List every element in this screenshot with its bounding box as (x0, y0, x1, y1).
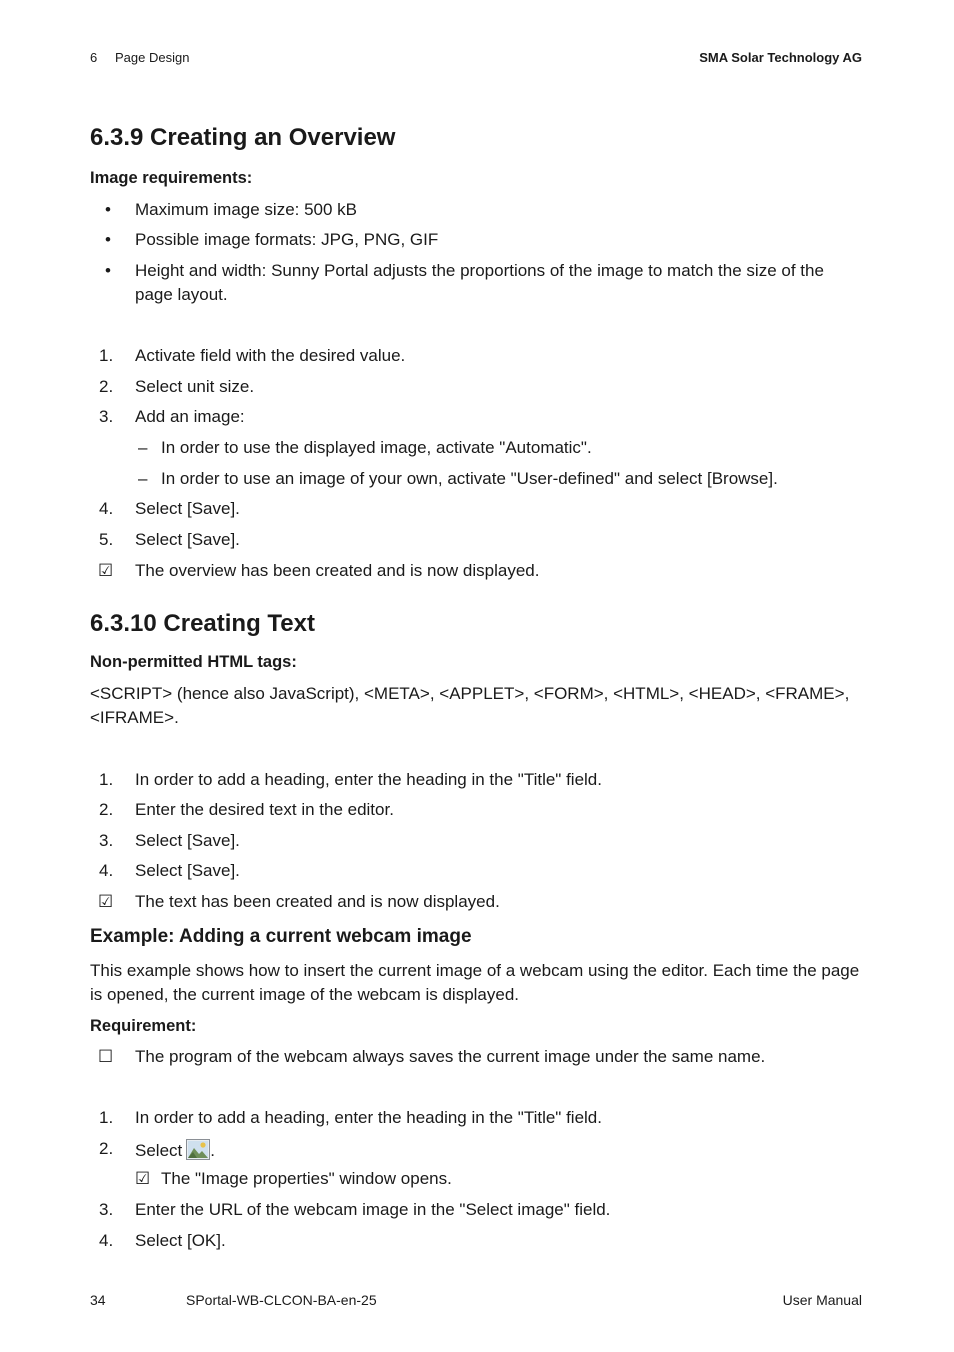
bullet-item: Height and width: Sunny Portal adjusts the proportions of the image to match the size of the (135, 261, 824, 280)
step-number: 3. (99, 1200, 114, 1219)
substep-text: In order to use the displayed image, activate "Automatic". (161, 438, 592, 457)
bullet-marker: • (105, 200, 111, 219)
step-number: 4. (99, 1231, 114, 1250)
bullet-item: Maximum image size: 500 kB (135, 200, 358, 219)
header-section-name: Page Design (115, 50, 190, 65)
checked-box-icon: ☑ (98, 561, 114, 580)
step-number: 1. (99, 770, 114, 789)
checked-box-icon: ☑ (98, 892, 114, 911)
step-number: 3. (99, 407, 114, 426)
step-number: 4. (99, 499, 114, 518)
step-text: In order to add a heading, enter the heading in the "Title" field. (135, 770, 602, 789)
insert-image-icon (186, 1139, 210, 1160)
bullet-item-continuation: page layout. (135, 285, 228, 304)
step-text: Select [Save]. (135, 861, 240, 880)
step-number: 1. (99, 1108, 114, 1127)
unchecked-box-icon: ☐ (98, 1047, 114, 1066)
step-number: 4. (99, 861, 114, 880)
step-text: Select [Save]. (135, 530, 240, 549)
step-text: Add an image: (135, 407, 245, 426)
header-company: SMA Solar Technology AG (699, 50, 862, 65)
html-tags-text-continuation: <IFRAME>. (90, 708, 179, 727)
step-text: Select [Save]. (135, 831, 240, 850)
step-text-select-image (135, 1139, 215, 1161)
step-number: 2. (99, 377, 114, 396)
bullet-marker: • (105, 261, 111, 280)
step-number: 3. (99, 831, 114, 850)
checked-box-icon: ☑ (135, 1169, 151, 1188)
step-text: Select [OK]. (135, 1231, 226, 1250)
footer-document-id: SPortal-WB-CLCON-BA-en-25 (186, 1292, 377, 1308)
image-requirements-heading: Image requirements: (90, 169, 253, 187)
html-tags-text: <SCRIPT> (hence also JavaScript), <META>, <APPLET>, <FORM>, <HTML>, <HEAD>, <FRAME>, (90, 684, 850, 703)
example-intro: This example shows how to insert the current image of a webcam using the editor. Each time the page (90, 961, 860, 980)
step-number: 2. (99, 800, 114, 819)
html-tags-heading: Non-permitted HTML tags: (90, 653, 297, 671)
example-title: Example: Adding a current webcam image (90, 926, 472, 947)
result-text: The text has been created and is now displayed. (135, 892, 500, 911)
step-text: Enter the desired text in the editor. (135, 800, 394, 819)
result-text: The overview has been created and is now displayed. (135, 561, 540, 580)
step-text: Select (135, 1141, 183, 1160)
footer-page-number: 34 (90, 1292, 106, 1308)
step-number: 5. (99, 530, 114, 549)
example-intro-continuation: is opened, the current image of the webcam is displayed. (90, 985, 520, 1004)
step-text: Select [Save]. (135, 499, 240, 518)
step-text: Enter the URL of the webcam image in the "Select image" field. (135, 1200, 611, 1219)
section-title-6-3-10: 6.3.10 Creating Text (90, 610, 315, 637)
step-number: 1. (99, 346, 114, 365)
step-result-text: The "Image properties" window opens. (161, 1169, 452, 1188)
substep-text: In order to use an image of your own, activate "User-defined" and select [Browse]. (161, 469, 778, 488)
header-chapter-number: 6 (90, 50, 98, 65)
step-text-suffix: . (210, 1141, 215, 1160)
requirement-text: The program of the webcam always saves the current image under the same name. (135, 1047, 766, 1066)
step-text: Select unit size. (135, 377, 255, 396)
substep-dash: – (138, 438, 148, 457)
requirement-heading: Requirement: (90, 1017, 197, 1035)
step-text: In order to add a heading, enter the heading in the "Title" field. (135, 1108, 602, 1127)
step-number: 2. (99, 1139, 114, 1158)
section-title-6-3-9: 6.3.9 Creating an Overview (90, 124, 396, 151)
substep-dash: – (138, 469, 148, 488)
bullet-marker: • (105, 230, 111, 249)
step-text: Activate field with the desired value. (135, 346, 406, 365)
bullet-item: Possible image formats: JPG, PNG, GIF (135, 230, 439, 249)
footer-document-type: User Manual (782, 1292, 862, 1308)
